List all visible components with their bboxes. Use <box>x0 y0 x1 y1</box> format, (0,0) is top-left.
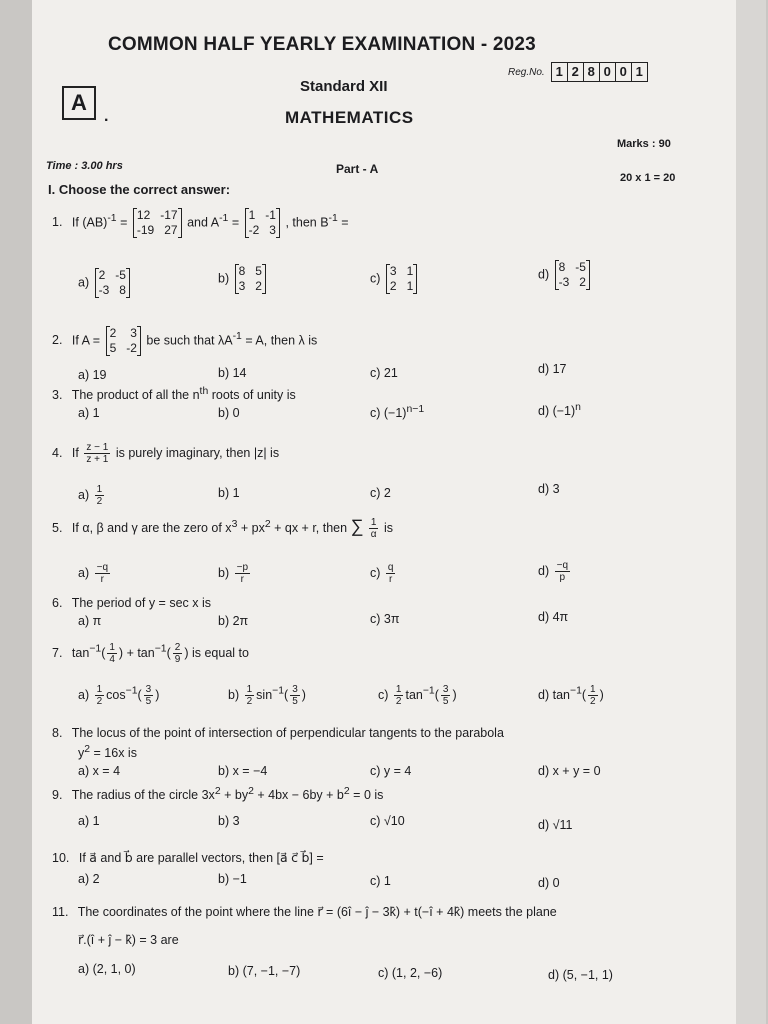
numerator: 1 <box>395 684 402 695</box>
option-b <box>218 562 252 585</box>
option-a: a) (2, 1, 0) <box>78 962 136 976</box>
question-3 <box>52 386 296 402</box>
question-2 <box>52 326 317 356</box>
matrix-cell: 2 <box>109 326 117 340</box>
fraction <box>386 562 396 585</box>
option-d <box>538 560 572 583</box>
fraction <box>290 684 300 707</box>
fraction <box>95 562 110 585</box>
question-10 <box>52 850 324 865</box>
denominator: 4 <box>109 654 115 665</box>
fraction <box>144 684 154 707</box>
q-text: The product of all the n <box>71 388 200 403</box>
reg-digit: 0 <box>600 63 616 81</box>
q-sup: 2 <box>248 786 254 797</box>
q-text: = 16x is <box>93 746 137 761</box>
q-sup: 2 <box>264 518 271 530</box>
denominator: 2 <box>96 496 103 507</box>
dot-mark: . <box>104 108 109 125</box>
matrix <box>555 260 590 290</box>
q-text: tan <box>552 687 570 702</box>
option-b: b) −1 <box>218 872 247 886</box>
reg-label: Reg.No. <box>508 66 545 78</box>
option-c: c) $\frac{1}{2}$ $\tan^{-1}$( $\frac{3}{5}$ ) <box>378 684 457 707</box>
option-b: b) 0 <box>218 406 240 420</box>
question-number: 10. <box>52 851 70 865</box>
option-label: a) <box>78 687 90 702</box>
option-c: c) 1 <box>370 874 391 888</box>
fraction <box>95 684 105 707</box>
q-text: be such that λA <box>146 333 233 348</box>
q-sup: −1 <box>125 685 138 697</box>
option-d: d) 17 <box>538 362 567 376</box>
q-sup: −1 <box>272 685 285 697</box>
option-label: c) <box>370 565 381 580</box>
numerator: q <box>387 562 394 573</box>
option-a: a) 19 <box>78 368 107 382</box>
matrix <box>106 326 141 356</box>
q-text: The period of y = sec x is <box>71 596 211 610</box>
q-sup: 2 <box>214 786 221 797</box>
standard-label: Standard XII <box>300 78 388 95</box>
matrix-cell: 8 <box>558 260 566 274</box>
question-number: 6. <box>52 596 63 610</box>
matrix-cell: 1 <box>406 264 414 278</box>
fraction <box>95 484 105 507</box>
q-sup: −1 <box>154 643 167 655</box>
option-c: c) √10 <box>370 814 405 828</box>
option-d: d) $\tan^{-1}$( $\frac{1}{2}$ ) <box>538 684 604 707</box>
q-text: If A = <box>71 333 101 348</box>
q-text: sin <box>256 687 273 702</box>
option-c: c) (1, 2, −6) <box>378 966 443 980</box>
q-text: If (AB) <box>71 215 108 230</box>
denominator: r <box>100 574 104 585</box>
option-label: c) <box>370 271 381 286</box>
matrix <box>133 208 182 238</box>
option-d <box>538 260 592 290</box>
fraction <box>173 642 183 665</box>
option-d: d) x + y = 0 <box>538 764 601 778</box>
option-b: b) 3 <box>218 814 240 828</box>
q-sup: -1 <box>107 213 117 225</box>
numerator: 1 <box>109 642 115 653</box>
matrix-cell: 3 <box>389 264 397 278</box>
denominator: z + 1 <box>86 454 109 465</box>
numerator: 3 <box>442 684 449 695</box>
fraction <box>441 684 451 707</box>
matrix-cell: -1 <box>265 208 276 222</box>
option-label: d) <box>538 687 550 702</box>
option-text: c) (−1) <box>370 406 407 421</box>
q-text: The radius of the circle 3x <box>71 788 215 803</box>
option-a: a) 1 <box>78 814 100 828</box>
matrix-cell: 2 <box>389 279 397 293</box>
numerator: 1 <box>96 484 103 495</box>
instruction: I. Choose the correct answer: <box>48 182 231 197</box>
question-5 <box>52 516 393 540</box>
sigma-symbol: ∑ <box>350 516 364 536</box>
reg-boxes <box>551 62 648 82</box>
q-text: is <box>383 521 393 535</box>
reg-digit: 1 <box>552 63 568 81</box>
option-b: b) x = −4 <box>218 764 268 778</box>
numerator: 1 <box>590 684 596 695</box>
score-label: 20 x 1 = 20 <box>620 172 676 184</box>
option-d <box>538 402 581 418</box>
question-4 <box>52 442 279 465</box>
option-label: c) <box>378 687 389 702</box>
q-text: roots of unity is <box>211 388 296 403</box>
option-c: c) 21 <box>370 366 398 380</box>
matrix-cell: 3 <box>238 279 246 293</box>
matrix-cell: -3 <box>558 275 570 289</box>
option-d: d) 4π <box>538 610 569 624</box>
marks-label: Marks : 90 <box>617 138 671 150</box>
question-number: 9. <box>52 788 63 803</box>
matrix-cell: 3 <box>130 326 137 340</box>
q-text: + tan <box>126 645 155 660</box>
q-text: If <box>71 445 79 460</box>
matrix-cell: -2 <box>126 341 137 355</box>
question-9 <box>52 786 383 802</box>
question-11 <box>52 904 557 919</box>
question-8 <box>52 726 504 740</box>
q-text: y <box>78 746 85 761</box>
reg-number <box>508 62 648 82</box>
paper-edge <box>736 0 766 1024</box>
matrix-cell: 27 <box>164 223 178 237</box>
q-text: = <box>341 215 349 230</box>
fraction <box>245 684 255 707</box>
option-label: a) <box>78 565 90 580</box>
q-text: is equal to <box>191 645 249 660</box>
question-number: 5. <box>52 521 63 535</box>
option-label: b) <box>218 271 230 286</box>
option-b <box>218 264 268 294</box>
numerator: 1 <box>246 684 253 695</box>
q-sup: −1 <box>570 685 582 697</box>
q-sup: 2 <box>84 744 91 755</box>
q-sup: −1 <box>89 643 102 655</box>
q-text: + by <box>224 788 249 803</box>
q-sup: th <box>199 386 209 397</box>
matrix <box>235 264 266 294</box>
option-c <box>370 562 397 585</box>
exam-title: COMMON HALF YEARLY EXAMINATION - 2023 <box>108 34 536 55</box>
numerator: z − 1 <box>86 442 109 453</box>
question-number: 1. <box>52 215 63 230</box>
numerator: 3 <box>292 684 298 695</box>
option-label: d) <box>538 563 550 578</box>
option-b: b) 14 <box>218 366 247 380</box>
denominator: α <box>370 529 377 541</box>
q-text: is purely imaginary, then |z| is <box>115 445 280 460</box>
matrix-cell: 5 <box>255 264 262 278</box>
matrix <box>245 208 280 238</box>
numerator: 1 <box>96 684 103 695</box>
option-c: c) 2 <box>370 486 391 500</box>
option-a: a) 1 <box>78 406 100 420</box>
option-a <box>78 268 132 298</box>
numerator: −q <box>556 560 569 571</box>
q-text: tan <box>71 645 90 660</box>
question-number: 7. <box>52 645 63 660</box>
q-sup: -1 <box>232 331 242 343</box>
denominator: r <box>240 574 244 585</box>
q-sup: -1 <box>219 213 229 225</box>
option-d: d) 3 <box>538 482 560 496</box>
denominator: 5 <box>442 696 449 707</box>
time-label: Time : 3.00 hrs <box>46 160 123 172</box>
option-c <box>370 404 424 420</box>
matrix-cell: 8 <box>238 264 246 278</box>
part-label: Part - A <box>336 162 379 176</box>
q-text: tan <box>405 687 423 702</box>
option-label: d) <box>538 267 550 282</box>
q-text: + px <box>240 521 265 535</box>
denominator: 2 <box>395 696 402 707</box>
numerator: −q <box>96 562 109 573</box>
q-text: cos <box>106 687 126 702</box>
q-text: , then B <box>285 215 329 230</box>
q-sup: n <box>575 402 581 413</box>
fraction <box>107 642 117 665</box>
matrix-cell: 2 <box>255 279 262 293</box>
subject-label: MATHEMATICS <box>285 108 414 127</box>
numerator: 2 <box>174 642 181 653</box>
matrix-cell: 5 <box>109 341 117 355</box>
matrix-cell: 2 <box>98 268 106 282</box>
q-text: The coordinates of the point where the line r⃗ = (6î − ĵ − 3k̂) + t(−î + 4k̂) meets the plane <box>77 905 557 919</box>
option-label: b) <box>218 565 230 580</box>
fraction <box>394 684 404 707</box>
question-number: 4. <box>52 445 63 460</box>
exam-paper <box>32 0 736 1024</box>
option-d: d) √11 <box>538 818 573 832</box>
denominator: 2 <box>590 696 596 707</box>
option-a: a) π <box>78 614 102 628</box>
denominator: 2 <box>96 696 103 707</box>
question-number: 2. <box>52 333 63 348</box>
fraction <box>555 560 570 583</box>
option-b: b) 2π <box>218 614 249 628</box>
option-b: b) 1 <box>218 486 240 500</box>
q-text: = 0 is <box>353 788 384 803</box>
q-sup: −1 <box>422 685 435 697</box>
q-text: = <box>120 215 128 230</box>
q-text: + qx + r, then <box>274 521 348 535</box>
question-number: 3. <box>52 388 63 403</box>
q-text: and A <box>187 215 220 230</box>
question-number: 8. <box>52 726 63 740</box>
option-c: c) y = 4 <box>370 764 412 778</box>
question-1 <box>52 208 349 238</box>
denominator: 5 <box>145 696 152 707</box>
q-text: If a⃗ and b⃗ are parallel vectors, then [a⃗ c⃗ b⃗] = <box>78 851 324 865</box>
denominator: 2 <box>246 696 253 707</box>
question-11-line2: r⃗.(î + ĵ − k̂) = 3 are <box>78 933 179 947</box>
question-7: 7. $\tan^{-1}$( $\frac{1}{4}$ ) + $\tan^{-1}$( $\frac{2}{9}$ ) is equal to <box>52 642 249 665</box>
reg-digit: 2 <box>568 63 584 81</box>
matrix <box>386 264 417 294</box>
numerator: 3 <box>145 684 152 695</box>
question-number: 11. <box>52 905 69 919</box>
q-text: + 4bx − 6by + b <box>257 788 344 803</box>
option-label: b) <box>228 687 240 702</box>
q-text: = <box>231 215 240 230</box>
matrix <box>95 268 130 298</box>
numerator: −p <box>236 562 249 573</box>
fraction <box>588 684 598 707</box>
denominator: r <box>389 574 393 585</box>
matrix-cell: -5 <box>575 260 586 274</box>
matrix-cell: 1 <box>406 279 414 293</box>
option-a <box>78 562 112 585</box>
denominator: 9 <box>174 654 181 665</box>
reg-digit: 0 <box>616 63 632 81</box>
matrix-cell: 2 <box>579 275 586 289</box>
option-a: a) 2 <box>78 872 100 886</box>
denominator: 5 <box>292 696 298 707</box>
option-d: d) (5, −1, 1) <box>548 968 613 982</box>
option-c: c) 3π <box>370 612 400 626</box>
matrix-cell: 1 <box>248 208 256 222</box>
q-sup: n−1 <box>406 404 425 415</box>
denominator: p <box>559 572 566 583</box>
option-a: a) x = 4 <box>78 764 121 778</box>
matrix-cell: -2 <box>248 223 260 237</box>
question-6 <box>52 596 211 610</box>
option-label: a) <box>78 487 90 502</box>
matrix-cell: 12 <box>136 208 151 222</box>
option-c <box>370 264 419 294</box>
option-a <box>78 484 106 507</box>
option-text: d) (−1) <box>538 404 576 419</box>
set-box: A <box>62 86 96 120</box>
q-sup: -1 <box>328 213 338 225</box>
matrix-cell: -3 <box>98 283 110 297</box>
q-sup: 2 <box>343 786 350 797</box>
q-text: The locus of the point of intersection of perpendicular tangents to the parabola <box>71 726 504 740</box>
reg-digit: 8 <box>584 63 600 81</box>
fraction <box>235 562 250 585</box>
q-text: If α, β and γ are the zero of x <box>71 521 232 535</box>
question-8-line2 <box>78 744 137 760</box>
q-sup: 3 <box>231 518 238 530</box>
fraction <box>84 442 110 465</box>
option-d: d) 0 <box>538 876 560 890</box>
option-b: b) $\frac{1}{2}$ $\sin^{-1}$( $\frac{3}{5}$ ) <box>228 684 306 707</box>
matrix-cell: -19 <box>136 223 155 237</box>
matrix-cell: 8 <box>119 283 126 297</box>
option-a: a) $\frac{1}{2}$ $\cos^{-1}$( $\frac{3}{5}$ ) <box>78 684 160 707</box>
reg-digit: 1 <box>635 64 643 79</box>
matrix-cell: -17 <box>160 208 178 222</box>
q-text: = A, then λ is <box>245 333 318 348</box>
matrix-cell: 3 <box>269 223 276 237</box>
option-label: a) <box>78 275 90 290</box>
matrix-cell: -5 <box>115 268 126 282</box>
numerator: 1 <box>370 517 377 529</box>
fraction <box>369 517 379 540</box>
option-b: b) (7, −1, −7) <box>228 964 301 978</box>
